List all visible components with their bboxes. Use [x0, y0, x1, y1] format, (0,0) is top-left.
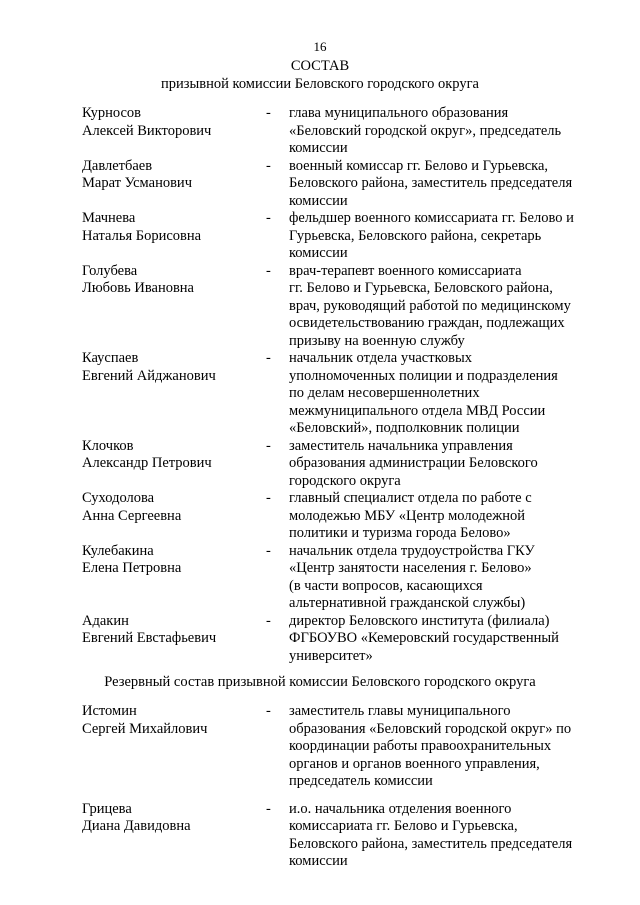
member-role-line: (в части вопросов, касающихся: [289, 577, 483, 594]
member-role-line: координации работы правоохранительных: [289, 738, 552, 754]
member-name: [82, 703, 262, 738]
member-role-line: органов и органов военного управления,: [289, 755, 540, 772]
member-role: [289, 438, 609, 491]
member-role: [289, 801, 609, 871]
member-role: [289, 263, 609, 351]
member-dash: -: [266, 437, 271, 454]
member-role-line: комиссии: [289, 853, 348, 869]
member-role-line: по делам несовершеннолетних: [289, 385, 480, 401]
member-name: [82, 543, 262, 578]
member-role-line: ФГБОУВО «Кемеровский государственный: [289, 630, 559, 646]
member-role-line: директор Беловского института (филиала): [289, 612, 550, 629]
member-name-line: Евгений Айджанович: [82, 367, 216, 384]
commission-members-list: [0, 105, 640, 665]
member-role-line: призыву на военную службу: [289, 332, 465, 349]
member-role: [289, 543, 609, 613]
member-role-line: главный специалист отдела по работе с: [289, 490, 532, 506]
member-name: [82, 105, 262, 140]
member-role-line: комиссии: [289, 140, 348, 156]
member-role: [289, 350, 609, 438]
member-entry: [0, 105, 640, 158]
member-name-line: Анна Сергеевна: [82, 507, 182, 524]
member-dash: -: [266, 800, 271, 817]
member-name: [82, 438, 262, 473]
member-role-line: комиссии: [289, 245, 348, 261]
member-role: [289, 703, 609, 791]
member-name-line: Клочков: [82, 437, 134, 454]
member-name-line: Диана Давидовна: [82, 818, 191, 834]
page-subtitle: призывной комиссии Беловского городского округа: [161, 76, 479, 92]
member-dash: -: [266, 262, 271, 279]
page-title: СОСТАВ: [290, 58, 350, 74]
member-name-line: Александр Петрович: [82, 455, 212, 471]
member-role-line: комиссии: [289, 192, 348, 209]
member-role: [289, 613, 609, 666]
reserve-section-title: Резервный состав призывной комиссии Беловского городского округа: [104, 674, 536, 690]
reserve-members-list: [0, 703, 640, 871]
member-dash: -: [266, 210, 271, 226]
member-dash: -: [266, 157, 271, 174]
member-name-line: Наталья Борисовна: [82, 227, 202, 244]
member-name-line: Истомин: [82, 703, 137, 719]
member-name-line: Мачнева: [82, 210, 136, 226]
member-dash: -: [266, 490, 271, 506]
member-role-line: межмуниципального отдела МВД России: [289, 402, 546, 419]
member-role-line: заместитель главы муниципального: [289, 703, 511, 719]
member-role-line: начальник отдела трудоустройства ГКУ: [289, 542, 535, 559]
member-role-line: «Беловский», подполковник полиции: [289, 420, 520, 436]
member-entry: [0, 210, 640, 263]
member-name-line: Давлетбаев: [82, 157, 153, 174]
member-role: [289, 105, 609, 158]
member-role-line: «Беловский городской округ», председатель: [289, 122, 562, 139]
member-role: [289, 158, 609, 211]
member-role-line: и.о. начальника отделения военного: [289, 800, 512, 817]
member-entry: [0, 490, 640, 543]
member-entry: [0, 438, 640, 491]
member-role: [289, 210, 609, 263]
member-entry: [0, 801, 640, 871]
member-role-line: председатель комиссии: [289, 773, 433, 789]
member-name-line: Грицева: [82, 800, 132, 817]
member-name-line: Кулебакина: [82, 542, 154, 559]
member-role-line: уполномоченных полиции и подразделения: [289, 367, 558, 384]
member-role-line: комиссариата гг. Белово и Гурьевска,: [289, 818, 518, 834]
member-role-line: освидетельствованию граждан, подлежащих: [289, 315, 565, 331]
member-role-line: молодежью МБУ «Центр молодежной: [289, 507, 526, 524]
member-role-line: образования администрации Беловского: [289, 455, 538, 471]
member-role-line: Гурьевска, Беловского района, секретарь: [289, 227, 542, 244]
member-dash: -: [266, 350, 271, 366]
member-entry: [0, 350, 640, 438]
member-role-line: Беловского района, заместитель председателя: [289, 175, 573, 191]
member-role-line: заместитель начальника управления: [289, 437, 513, 454]
member-name: [82, 210, 262, 245]
member-name: [82, 350, 262, 385]
member-name: [82, 158, 262, 193]
member-name-line: Голубева: [82, 262, 138, 279]
member-role-line: городского округа: [289, 472, 401, 489]
member-dash: -: [266, 612, 271, 629]
member-dash: -: [266, 703, 271, 719]
page-number: 16: [313, 39, 327, 54]
member-role: [289, 490, 609, 543]
member-role-line: глава муниципального образования: [289, 105, 509, 121]
member-entry: [0, 613, 640, 666]
member-dash: -: [266, 105, 271, 121]
member-role-line: военный комиссар гг. Белово и Гурьевска,: [289, 157, 549, 174]
member-role-line: «Центр занятости населения г. Белово»: [289, 560, 532, 576]
member-name-line: Алексей Викторович: [82, 122, 212, 139]
member-name-line: Адакин: [82, 612, 129, 629]
member-role-line: врач, руководящий работой по медицинскому: [289, 297, 571, 314]
member-name-line: Суходолова: [82, 490, 155, 506]
member-dash: -: [266, 542, 271, 559]
member-entry: [0, 703, 640, 791]
member-role-line: врач-терапевт военного комиссариата: [289, 262, 522, 279]
member-role-line: образования «Беловский городской округ» по: [289, 720, 572, 737]
member-role-line: альтернативной гражданской службы): [289, 595, 526, 611]
member-name-line: Кауспаев: [82, 350, 139, 366]
member-name: [82, 263, 262, 298]
member-role-line: Беловского района, заместитель председателя: [289, 835, 573, 852]
member-name: [82, 801, 262, 836]
member-role-line: университет»: [289, 647, 373, 664]
member-entry: [0, 543, 640, 613]
member-name-line: Сергей Михайлович: [82, 720, 208, 737]
member-name-line: Евгений Евстафьевич: [82, 630, 217, 646]
member-name-line: Любовь Ивановна: [82, 280, 194, 296]
member-name: [82, 613, 262, 648]
member-entry: [0, 263, 640, 351]
member-role-line: политики и туризма города Белово»: [289, 525, 511, 541]
member-role-line: начальник отдела участковых: [289, 350, 472, 366]
member-name: [82, 490, 262, 525]
member-name-line: Курносов: [82, 105, 141, 121]
member-name-line: Елена Петровна: [82, 560, 182, 576]
member-role-line: фельдшер военного комиссариата гг. Белово и: [289, 210, 574, 226]
member-role-line: гг. Белово и Гурьевска, Беловского района,: [289, 280, 553, 296]
member-name-line: Марат Усманович: [82, 175, 192, 191]
member-entry: [0, 158, 640, 211]
